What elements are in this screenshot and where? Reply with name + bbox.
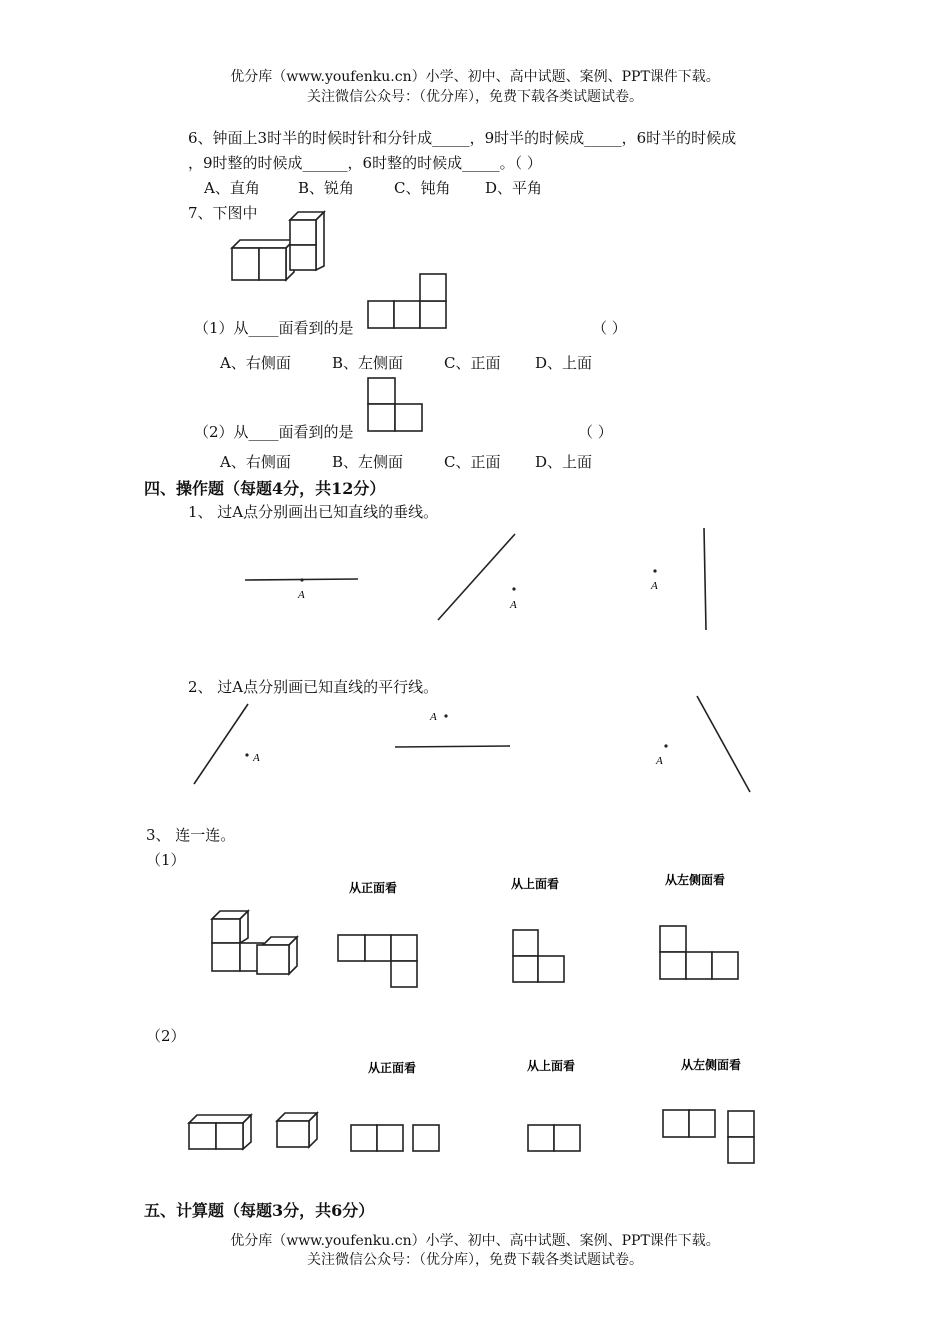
p2-label-front: 从正面看	[368, 1061, 417, 1075]
perp-point-2	[512, 587, 515, 590]
match-part1-figure	[205, 870, 765, 995]
parallel-figure	[190, 696, 755, 796]
q7-sub1-option-d: D、上面	[535, 354, 593, 372]
para-label-1: A	[253, 752, 260, 764]
perp-label-2: A	[510, 599, 517, 611]
section4-q3: 3、 连一连。	[146, 826, 236, 844]
header-line-2: 关注微信公众号：（优分库），免费下载各类试题试卷。	[307, 89, 643, 105]
section4-title: 四、操作题（每题4分，共12分）	[144, 479, 386, 498]
q7-sub2: （2）从____面看到的是	[194, 423, 354, 441]
q7-sub2-option-a: A、右侧面	[220, 453, 291, 471]
para-label-2: A	[430, 711, 437, 723]
para-point-3	[664, 744, 667, 747]
para-point-1	[245, 753, 248, 756]
perp-line-3	[704, 528, 706, 630]
q7-sub1-answer: （ ）	[592, 319, 627, 337]
q7-sub1-option-b: B、左侧面	[332, 354, 404, 372]
para-label-3: A	[656, 755, 663, 767]
footer-line-1: 优分库（www.youfenku.cn）小学、初中、高中试题、案例、PPT课件下载。	[230, 1233, 720, 1249]
q7-sub2-option-c: C、正面	[444, 453, 501, 471]
p1-label-left: 从左侧面看	[665, 873, 726, 887]
q7-sub1: （1）从____面看到的是	[194, 319, 354, 337]
perp-point-3	[653, 569, 656, 572]
p1-label-front: 从正面看	[349, 881, 398, 895]
q6-option-a: A、直角	[204, 179, 260, 197]
q7-sub2-option-d: D、上面	[535, 453, 593, 471]
q7-title: 7、下图中	[188, 204, 258, 222]
q6-option-d: D、平角	[485, 179, 543, 197]
para-line-3	[697, 696, 750, 792]
section4-q2: 2、 过A点分别画已知直线的平行线。	[188, 678, 439, 696]
p1-label-top: 从上面看	[511, 877, 560, 891]
q6-option-b: B、锐角	[298, 179, 355, 197]
p2-label-left: 从左侧面看	[681, 1058, 742, 1072]
match-part2-figure	[185, 1055, 765, 1170]
q6-line-1: 6、钟面上3时半的时候时针和分针成_____，9时半的时候成_____，6时半的时候成	[188, 129, 737, 147]
section4-q1: 1、 过A点分别画出已知直线的垂线。	[188, 503, 439, 521]
q7-cube-figure	[228, 208, 328, 284]
footer-line-2: 关注微信公众号：（优分库），免费下载各类试题试卷。	[307, 1252, 643, 1268]
q7-sub2-view	[366, 376, 426, 434]
para-line-1	[194, 704, 248, 784]
section4-part1: （1）	[146, 851, 186, 869]
q6-option-c: C、钝角	[394, 179, 451, 197]
perp-point-1	[300, 578, 303, 581]
perp-label-1: A	[298, 589, 305, 601]
perp-label-3: A	[651, 580, 658, 592]
q7-sub1-option-a: A、右侧面	[220, 354, 291, 372]
q7-sub2-answer: （ ）	[578, 423, 613, 441]
section5-title: 五、计算题（每题3分，共6分）	[144, 1201, 375, 1220]
para-line-2	[395, 746, 510, 747]
header-line-1: 优分库（www.youfenku.cn）小学、初中、高中试题、案例、PPT课件下载。	[230, 69, 720, 85]
perpendicular-figure	[230, 528, 730, 638]
q7-sub1-option-c: C、正面	[444, 354, 501, 372]
section4-part2: （2）	[146, 1027, 186, 1045]
q7-sub2-option-b: B、左侧面	[332, 453, 404, 471]
perp-line-2	[438, 534, 515, 620]
p2-label-top: 从上面看	[527, 1059, 576, 1073]
q7-sub1-view	[366, 272, 450, 332]
para-point-2	[444, 714, 447, 717]
q6-line-2: ，9时整的时候成______，6时整的时候成_____。（ ）	[188, 154, 542, 172]
